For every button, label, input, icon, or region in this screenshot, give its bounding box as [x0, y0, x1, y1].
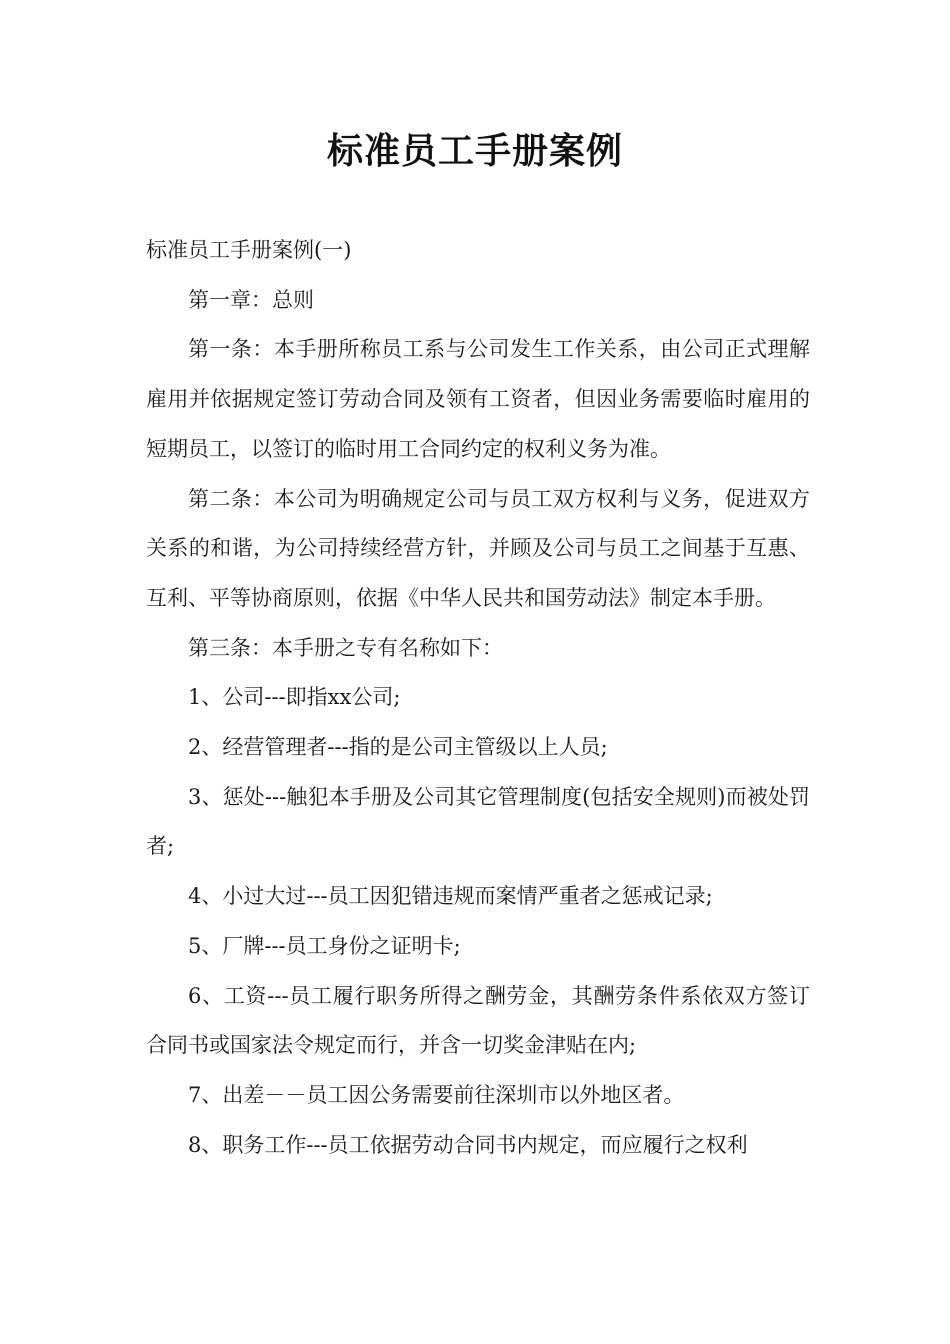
definition-item-1: 1、公司---即指xx公司;: [188, 685, 401, 710]
definition-item-2: 2、经营管理者---指的是公司主管级以上人员;: [188, 735, 608, 760]
document-title: 标准员工手册案例: [326, 131, 623, 172]
article-3-paragraph: 第三条：本手册之专有名称如下：: [188, 635, 503, 660]
document-subtitle: 标准员工手册案例(一): [146, 238, 352, 262]
article-1-paragraph: 第一条：本手册所称员工系与公司发生工作关系，由公司正式理解雇用并依据规定签订劳动合同及领有工资者，但因业务需要临时雇用的短期员工，以签订的临时用工合同约定的权利义务为准。: [146, 337, 810, 461]
definition-item-7: 7、出差－－员工因公务需要前往深圳市以外地区者。: [188, 1082, 685, 1107]
definition-item-6: 6、工资---员工履行职务所得之酬劳金，其酬劳条件系依双方签订合同书或国家法令规定而行，并含一切奖金津贴在内;: [146, 983, 810, 1058]
definition-item-5: 5、厂牌---员工身份之证明卡;: [188, 933, 461, 958]
chapter-heading: 第一章：总则: [188, 287, 314, 312]
definition-item-3: 3、惩处---触犯本手册及公司其它管理制度(包括安全规则)而被处罚者;: [146, 784, 810, 859]
document-body: [146, 226, 810, 1170]
definition-item-4: 4、小过大过---员工因犯错违规而案情严重者之惩戒记录;: [188, 884, 713, 909]
article-2-paragraph: 第二条：本公司为明确规定公司与员工双方权利与义务，促进双方关系的和谐，为公司持续经营方针，并顾及公司与员工之间基于互惠、互利、平等协商原则，依据《中华人民共和国劳动法》制定本手册。: [146, 486, 810, 610]
definition-item-8: 8、职务工作---员工依据劳动合同书内规定，而应履行之权利: [188, 1132, 748, 1157]
